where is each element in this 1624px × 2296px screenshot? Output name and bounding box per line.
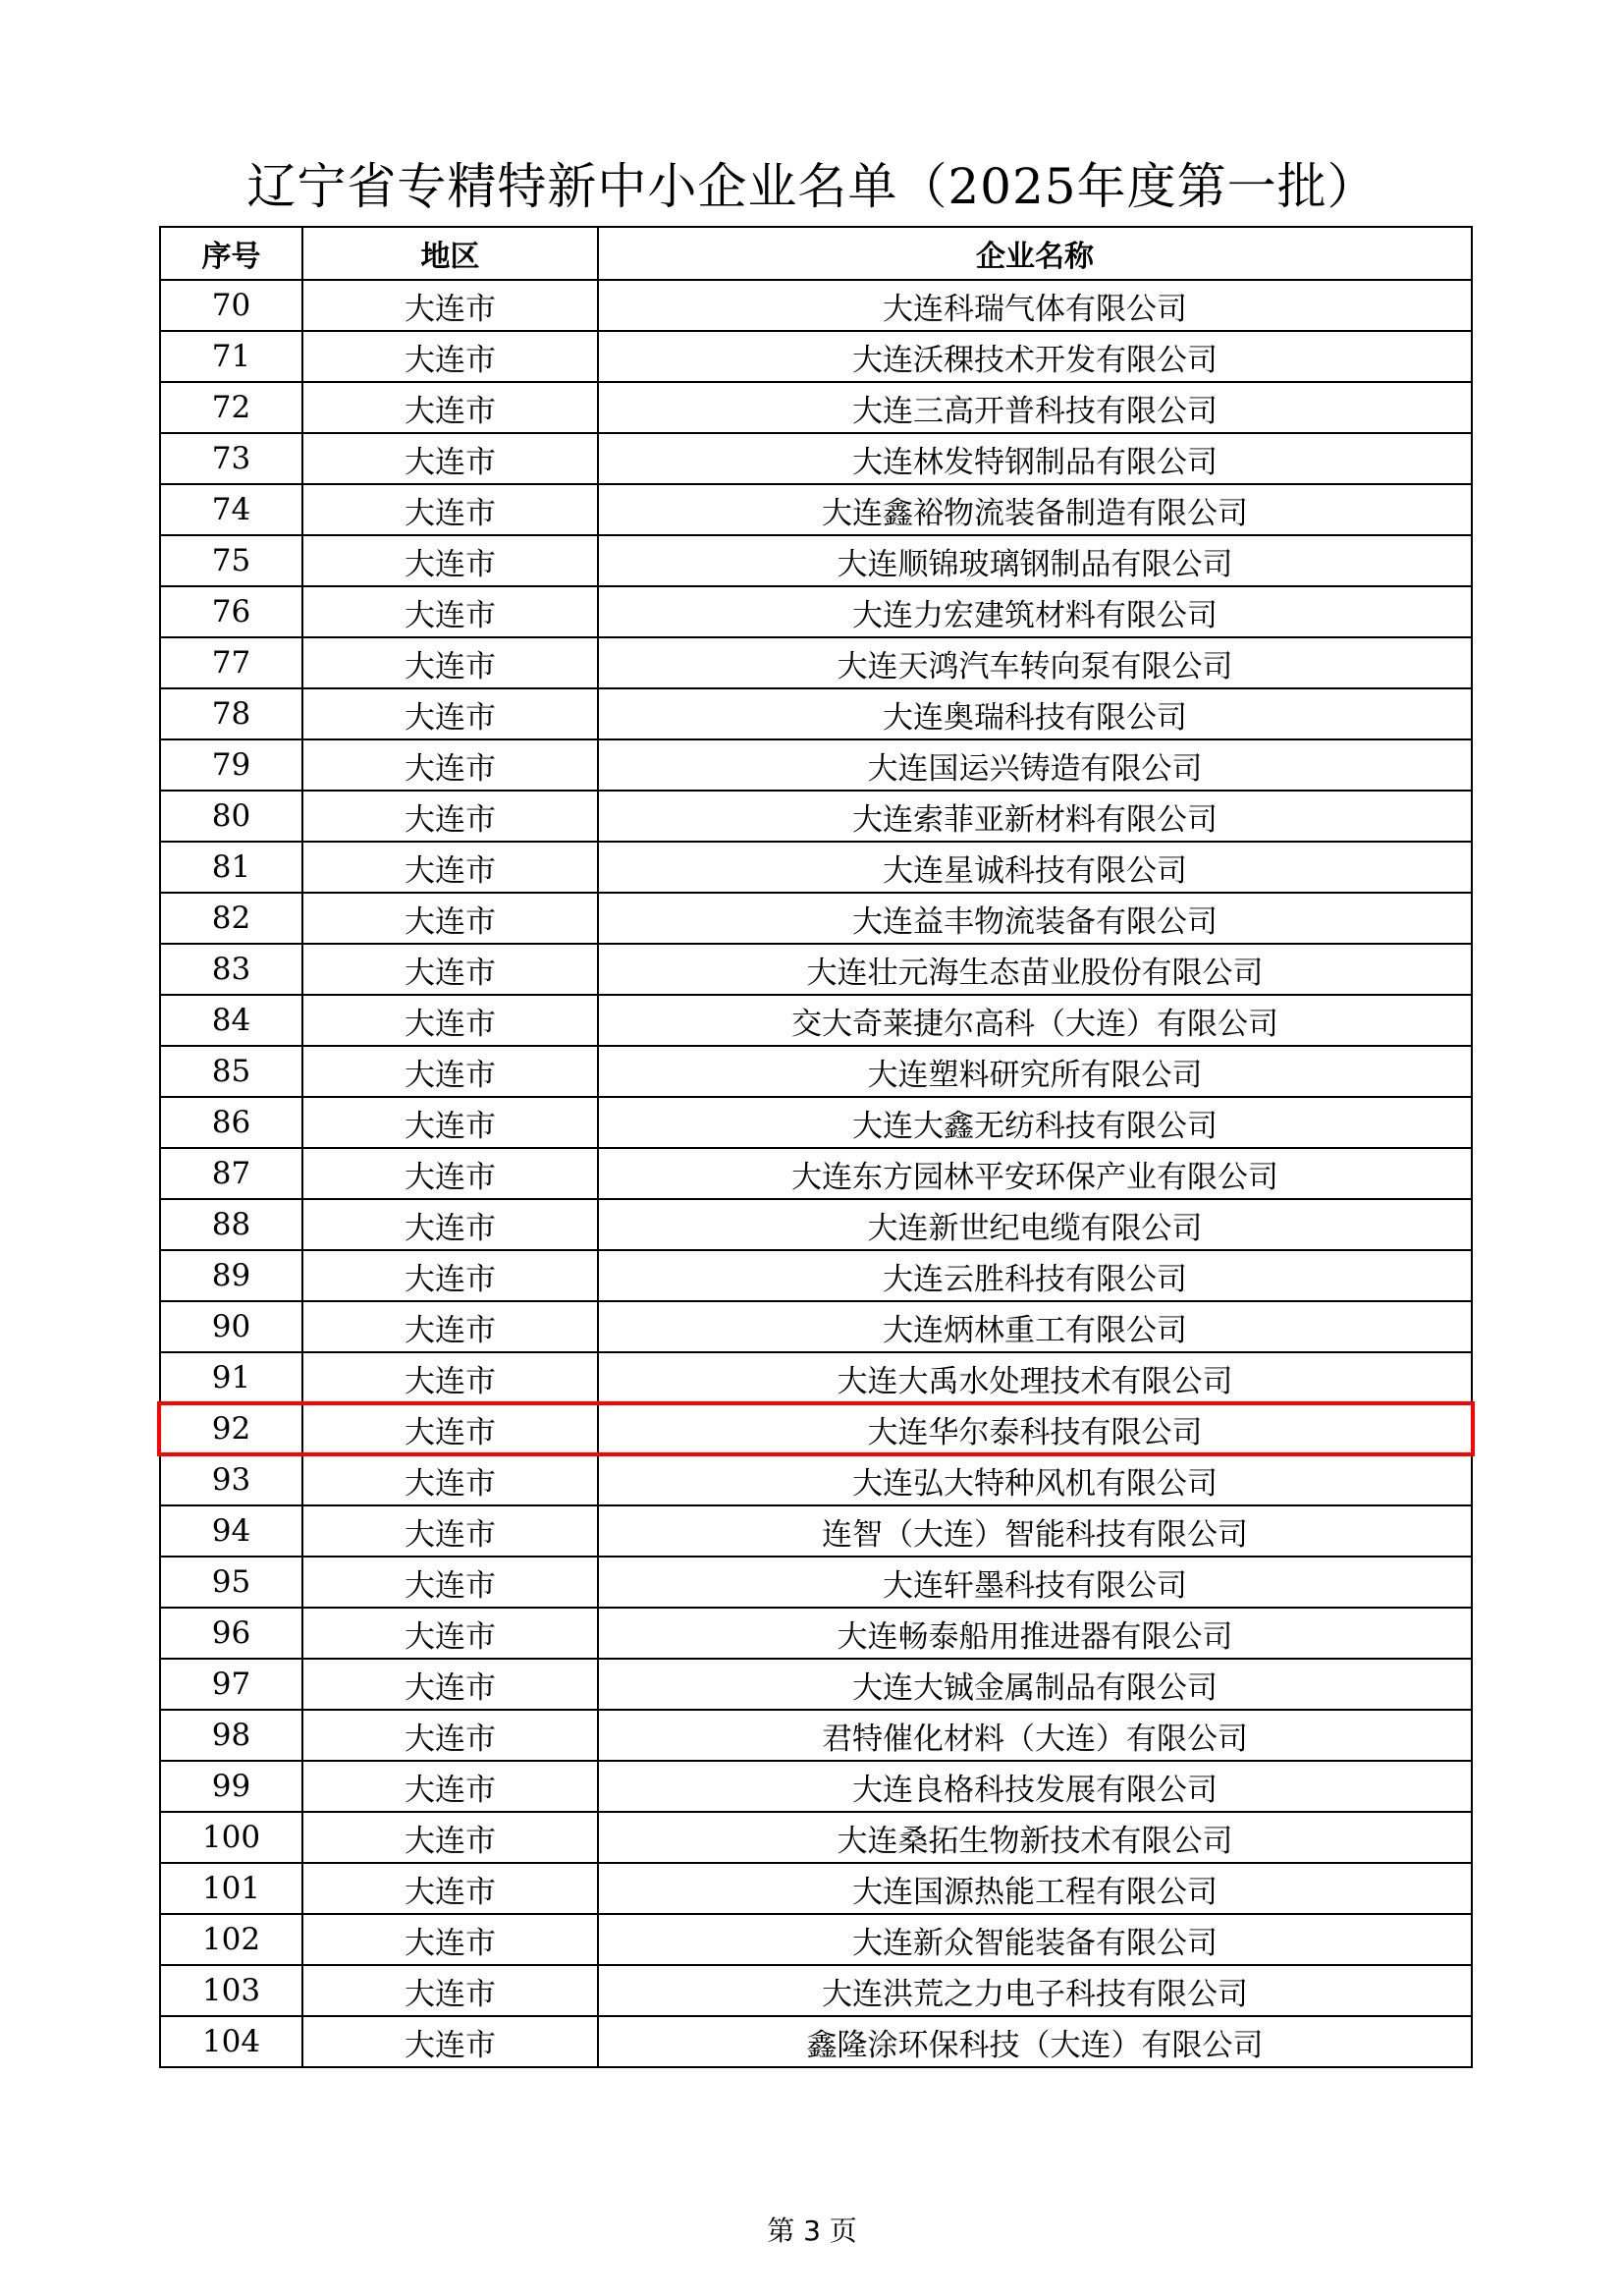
table-row bbox=[160, 739, 1472, 791]
cell-region: 大连市 bbox=[302, 842, 598, 893]
cell-region: 大连市 bbox=[302, 331, 598, 382]
cell-company-name: 大连东方园林平安环保产业有限公司 bbox=[598, 1148, 1472, 1199]
table-row bbox=[160, 842, 1472, 893]
cell-company-name: 大连畅泰船用推进器有限公司 bbox=[598, 1608, 1472, 1659]
cell-region: 大连市 bbox=[302, 1608, 598, 1659]
cell-company-name: 大连星诚科技有限公司 bbox=[598, 842, 1472, 893]
cell-company-name: 大连炳林重工有限公司 bbox=[598, 1301, 1472, 1352]
table-row bbox=[160, 1199, 1472, 1250]
cell-serial: 104 bbox=[160, 2016, 302, 2067]
cell-company-name: 大连奥瑞科技有限公司 bbox=[598, 688, 1472, 739]
table-row bbox=[160, 1863, 1472, 1914]
cell-company-name: 君特催化材料（大连）有限公司 bbox=[598, 1710, 1472, 1761]
table-row bbox=[160, 1710, 1472, 1761]
table-row bbox=[160, 1403, 1472, 1454]
cell-serial: 100 bbox=[160, 1812, 302, 1863]
cell-company-name: 大连良格科技发展有限公司 bbox=[598, 1761, 1472, 1812]
table-row bbox=[160, 1914, 1472, 1965]
table-row bbox=[160, 1557, 1472, 1608]
table-row bbox=[160, 1505, 1472, 1557]
cell-serial: 84 bbox=[160, 995, 302, 1046]
cell-serial: 103 bbox=[160, 1965, 302, 2016]
table-row bbox=[160, 535, 1472, 586]
table-row bbox=[160, 995, 1472, 1046]
cell-region: 大连市 bbox=[302, 1659, 598, 1710]
cell-region: 大连市 bbox=[302, 1148, 598, 1199]
cell-serial: 102 bbox=[160, 1914, 302, 1965]
header-region: 地区 bbox=[302, 227, 598, 280]
cell-company-name: 鑫隆涂环保科技（大连）有限公司 bbox=[598, 2016, 1472, 2067]
cell-company-name: 大连索菲亚新材料有限公司 bbox=[598, 791, 1472, 842]
cell-region: 大连市 bbox=[302, 1557, 598, 1608]
cell-company-name: 大连华尔泰科技有限公司 bbox=[598, 1403, 1472, 1454]
cell-serial: 86 bbox=[160, 1097, 302, 1148]
table-row bbox=[160, 1352, 1472, 1403]
cell-region: 大连市 bbox=[302, 1761, 598, 1812]
cell-serial: 83 bbox=[160, 944, 302, 995]
cell-region: 大连市 bbox=[302, 1301, 598, 1352]
cell-region: 大连市 bbox=[302, 1863, 598, 1914]
cell-company-name: 连智（大连）智能科技有限公司 bbox=[598, 1505, 1472, 1557]
cell-region: 大连市 bbox=[302, 280, 598, 331]
table-row bbox=[160, 1761, 1472, 1812]
cell-serial: 81 bbox=[160, 842, 302, 893]
cell-region: 大连市 bbox=[302, 1812, 598, 1863]
cell-serial: 79 bbox=[160, 739, 302, 791]
table-row bbox=[160, 382, 1472, 433]
cell-company-name: 大连顺锦玻璃钢制品有限公司 bbox=[598, 535, 1472, 586]
cell-serial: 76 bbox=[160, 586, 302, 637]
cell-region: 大连市 bbox=[302, 1199, 598, 1250]
cell-serial: 93 bbox=[160, 1454, 302, 1505]
cell-serial: 92 bbox=[160, 1403, 302, 1454]
table-row bbox=[160, 1608, 1472, 1659]
cell-company-name: 交大奇莱捷尔高科（大连）有限公司 bbox=[598, 995, 1472, 1046]
table-row bbox=[160, 1250, 1472, 1301]
cell-company-name: 大连弘大特种风机有限公司 bbox=[598, 1454, 1472, 1505]
cell-region: 大连市 bbox=[302, 1914, 598, 1965]
table-row bbox=[160, 2016, 1472, 2067]
cell-company-name: 大连国源热能工程有限公司 bbox=[598, 1863, 1472, 1914]
table-row bbox=[160, 1097, 1472, 1148]
cell-company-name: 大连鑫裕物流装备制造有限公司 bbox=[598, 484, 1472, 535]
cell-region: 大连市 bbox=[302, 1352, 598, 1403]
table-row bbox=[160, 1454, 1472, 1505]
cell-serial: 70 bbox=[160, 280, 302, 331]
cell-company-name: 大连科瑞气体有限公司 bbox=[598, 280, 1472, 331]
cell-serial: 94 bbox=[160, 1505, 302, 1557]
table-row bbox=[160, 1301, 1472, 1352]
cell-region: 大连市 bbox=[302, 1046, 598, 1097]
cell-company-name: 大连天鸿汽车转向泵有限公司 bbox=[598, 637, 1472, 688]
table-row bbox=[160, 1046, 1472, 1097]
cell-serial: 80 bbox=[160, 791, 302, 842]
cell-serial: 96 bbox=[160, 1608, 302, 1659]
header-row bbox=[160, 227, 1472, 280]
cell-serial: 101 bbox=[160, 1863, 302, 1914]
table-body bbox=[160, 280, 1472, 2067]
cell-serial: 95 bbox=[160, 1557, 302, 1608]
cell-region: 大连市 bbox=[302, 1097, 598, 1148]
cell-serial: 99 bbox=[160, 1761, 302, 1812]
cell-serial: 71 bbox=[160, 331, 302, 382]
cell-company-name: 大连塑料研究所有限公司 bbox=[598, 1046, 1472, 1097]
cell-region: 大连市 bbox=[302, 995, 598, 1046]
cell-company-name: 大连林发特钢制品有限公司 bbox=[598, 433, 1472, 484]
cell-region: 大连市 bbox=[302, 791, 598, 842]
cell-serial: 75 bbox=[160, 535, 302, 586]
cell-company-name: 大连轩墨科技有限公司 bbox=[598, 1557, 1472, 1608]
cell-company-name: 大连国运兴铸造有限公司 bbox=[598, 739, 1472, 791]
cell-region: 大连市 bbox=[302, 893, 598, 944]
cell-serial: 87 bbox=[160, 1148, 302, 1199]
cell-serial: 91 bbox=[160, 1352, 302, 1403]
table-row bbox=[160, 1148, 1472, 1199]
cell-region: 大连市 bbox=[302, 1505, 598, 1557]
table-row bbox=[160, 484, 1472, 535]
table-header bbox=[160, 227, 1472, 280]
cell-company-name: 大连力宏建筑材料有限公司 bbox=[598, 586, 1472, 637]
cell-company-name: 大连大禹水处理技术有限公司 bbox=[598, 1352, 1472, 1403]
cell-serial: 97 bbox=[160, 1659, 302, 1710]
table-row bbox=[160, 586, 1472, 637]
cell-company-name: 大连沃稞技术开发有限公司 bbox=[598, 331, 1472, 382]
cell-region: 大连市 bbox=[302, 637, 598, 688]
cell-company-name: 大连桑拓生物新技术有限公司 bbox=[598, 1812, 1472, 1863]
cell-company-name: 大连大鑫无纺科技有限公司 bbox=[598, 1097, 1472, 1148]
cell-region: 大连市 bbox=[302, 433, 598, 484]
cell-region: 大连市 bbox=[302, 382, 598, 433]
cell-company-name: 大连云胜科技有限公司 bbox=[598, 1250, 1472, 1301]
cell-serial: 85 bbox=[160, 1046, 302, 1097]
cell-serial: 90 bbox=[160, 1301, 302, 1352]
cell-region: 大连市 bbox=[302, 688, 598, 739]
cell-company-name: 大连大铖金属制品有限公司 bbox=[598, 1659, 1472, 1710]
cell-serial: 82 bbox=[160, 893, 302, 944]
cell-company-name: 大连三高开普科技有限公司 bbox=[598, 382, 1472, 433]
table-row bbox=[160, 944, 1472, 995]
table-row bbox=[160, 791, 1472, 842]
cell-serial: 89 bbox=[160, 1250, 302, 1301]
cell-region: 大连市 bbox=[302, 484, 598, 535]
cell-company-name: 大连壮元海生态苗业股份有限公司 bbox=[598, 944, 1472, 995]
cell-company-name: 大连新众智能装备有限公司 bbox=[598, 1914, 1472, 1965]
cell-region: 大连市 bbox=[302, 535, 598, 586]
table-row bbox=[160, 893, 1472, 944]
cell-region: 大连市 bbox=[302, 1403, 598, 1454]
table-row bbox=[160, 331, 1472, 382]
cell-region: 大连市 bbox=[302, 586, 598, 637]
cell-serial: 74 bbox=[160, 484, 302, 535]
header-serial: 序号 bbox=[160, 227, 302, 280]
cell-serial: 72 bbox=[160, 382, 302, 433]
cell-company-name: 大连洪荒之力电子科技有限公司 bbox=[598, 1965, 1472, 2016]
table-row bbox=[160, 1965, 1472, 2016]
table-row bbox=[160, 280, 1472, 331]
company-table bbox=[159, 226, 1473, 2068]
cell-company-name: 大连益丰物流装备有限公司 bbox=[598, 893, 1472, 944]
page-number: 第 3 页 bbox=[767, 2214, 857, 2247]
cell-serial: 77 bbox=[160, 637, 302, 688]
cell-region: 大连市 bbox=[302, 1250, 598, 1301]
document-title: 辽宁省专精特新中小企业名单（2025年度第一批） bbox=[246, 158, 1378, 215]
cell-company-name: 大连新世纪电缆有限公司 bbox=[598, 1199, 1472, 1250]
cell-serial: 88 bbox=[160, 1199, 302, 1250]
cell-serial: 78 bbox=[160, 688, 302, 739]
cell-serial: 73 bbox=[160, 433, 302, 484]
header-company-name: 企业名称 bbox=[598, 227, 1472, 280]
cell-region: 大连市 bbox=[302, 1454, 598, 1505]
cell-serial: 98 bbox=[160, 1710, 302, 1761]
table-row bbox=[160, 1812, 1472, 1863]
cell-region: 大连市 bbox=[302, 944, 598, 995]
cell-region: 大连市 bbox=[302, 1710, 598, 1761]
table-row bbox=[160, 433, 1472, 484]
cell-region: 大连市 bbox=[302, 1965, 598, 2016]
cell-region: 大连市 bbox=[302, 2016, 598, 2067]
table-row bbox=[160, 688, 1472, 739]
table-row bbox=[160, 1659, 1472, 1710]
table-row bbox=[160, 637, 1472, 688]
cell-region: 大连市 bbox=[302, 739, 598, 791]
